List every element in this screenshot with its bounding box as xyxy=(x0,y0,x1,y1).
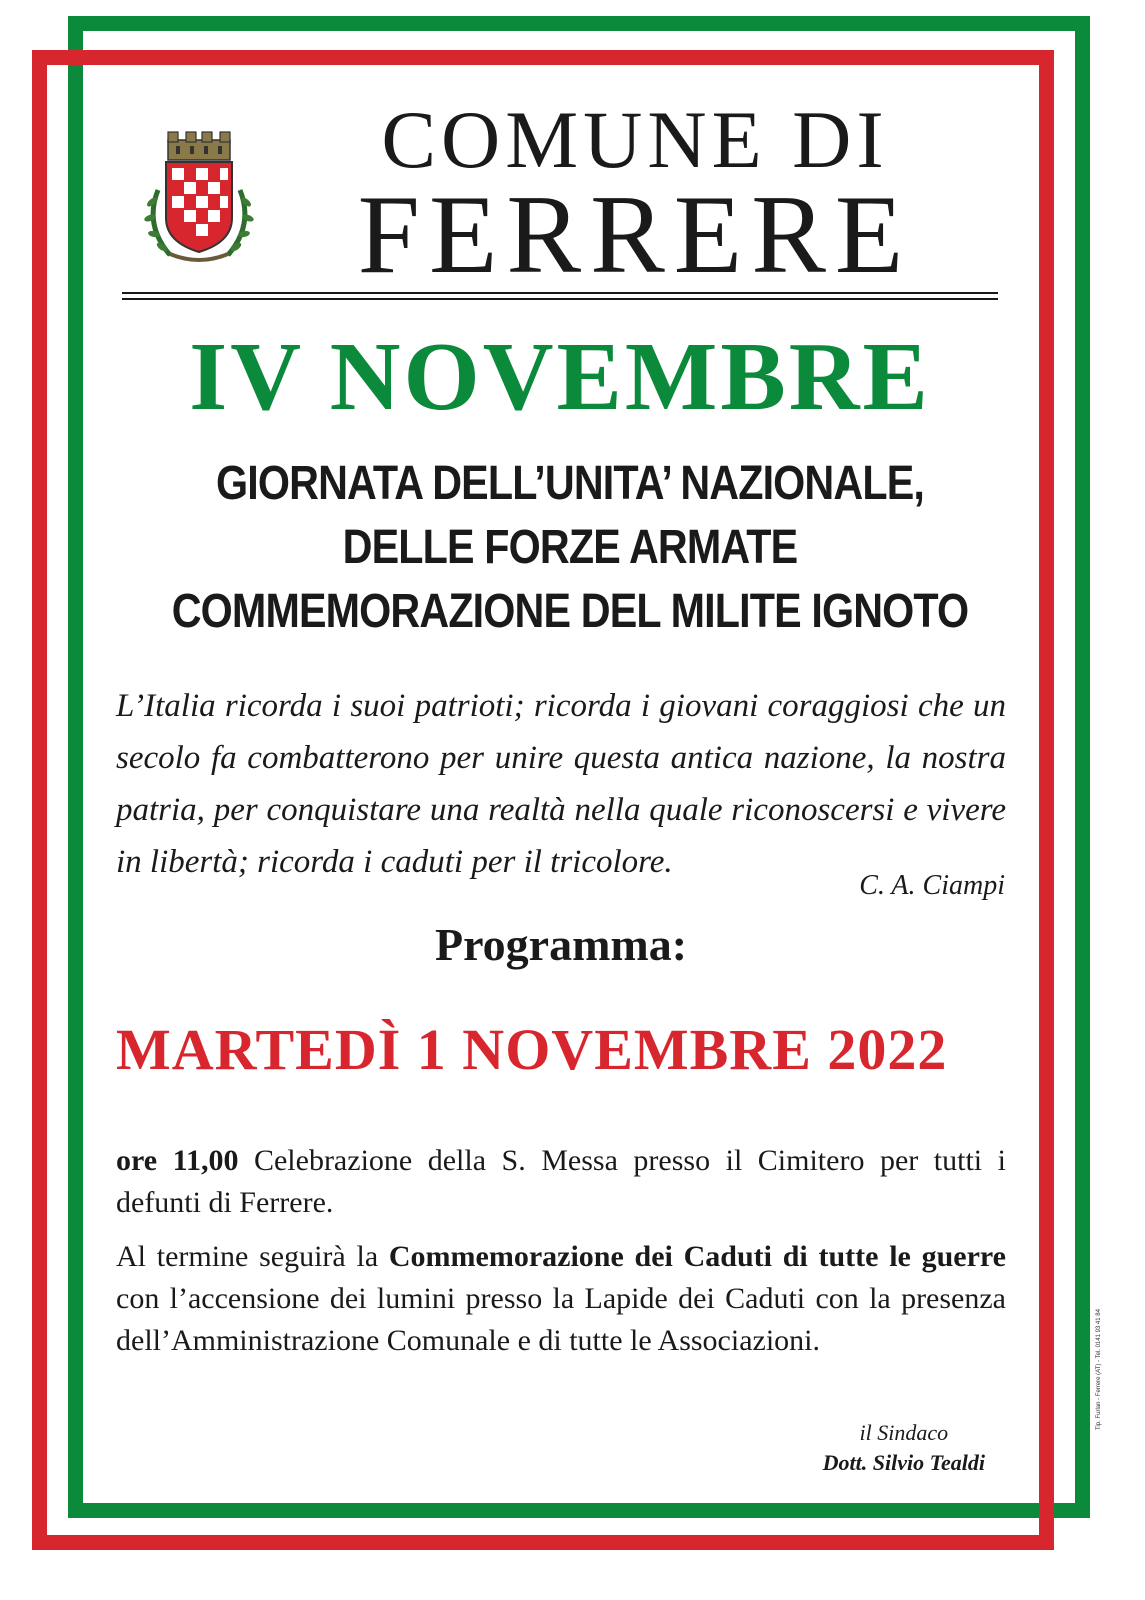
commemoration-description: con l’accensione dei lumini presso la Lapide dei Caduti con la presenza dell’Amministrazione Comunale e di tutte le Associazioni. xyxy=(116,1282,1006,1357)
subheadline-line-1: GIORNATA DELL’UNITA’ NAZIONALE, xyxy=(216,457,924,510)
subheadline-line-3: COMMEMORAZIONE DEL MILITE IGNOTO xyxy=(171,585,969,638)
event-date: MARTEDÌ 1 NOVEMBRE 2022 xyxy=(116,1017,948,1082)
quote-author: C. A. Ciampi xyxy=(859,870,1005,901)
commemoration-intro: Al termine seguirà la xyxy=(116,1240,389,1273)
printer-note: Tip. Furlan - Ferrere (AT) - Tel. 0141 93 41 84 xyxy=(1096,1309,1102,1430)
program-title: Programma: xyxy=(434,919,688,970)
headline: IV NOVEMBRE xyxy=(189,323,931,431)
signature-role: il Sindaco xyxy=(859,1420,949,1445)
commemoration-title: Commemorazione dei Caduti di tutte le guerre xyxy=(388,1240,1006,1273)
signature-name: Dott. Silvio Tealdi xyxy=(822,1450,985,1475)
program-paragraph-mass xyxy=(116,1140,1006,1224)
page-title xyxy=(270,94,1000,297)
title-line-comune: COMUNE DI xyxy=(381,94,889,185)
program-paragraph-commemoration xyxy=(116,1236,1006,1362)
signature-block xyxy=(823,1418,985,1478)
subheadline xyxy=(166,452,974,644)
title-line-ferrere: FERRERE xyxy=(357,173,913,297)
mass-time: ore 11,00 xyxy=(116,1144,239,1177)
double-divider xyxy=(122,292,998,300)
quote-text: L’Italia ricorda i suoi patrioti; ricorda i giovani coraggiosi che un secolo fa combatterono per unire questa antica nazione, la nostra patria, per conquistare una realtà nella quale riconoscersi e vivere in libertà; ricorda i caduti per il tricolore. xyxy=(116,688,1006,880)
coat-of-arms-icon xyxy=(140,130,258,266)
subheadline-line-2: DELLE FORZE ARMATE xyxy=(342,521,798,574)
mass-description: Celebrazione della S. Messa presso il Cimitero per tutti i defunti di Ferrere. xyxy=(116,1144,1006,1219)
